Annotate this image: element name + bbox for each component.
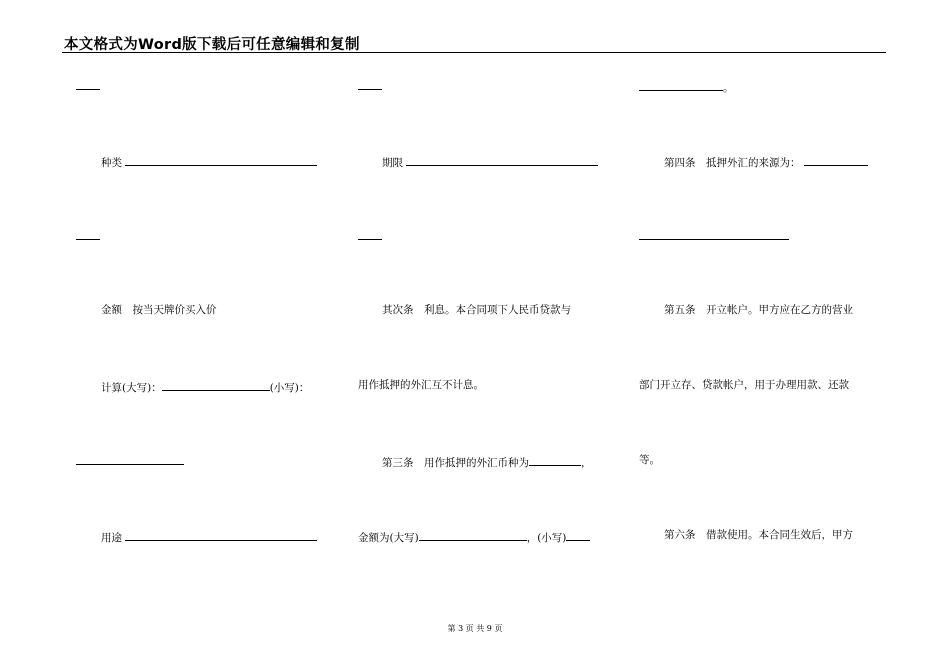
calc-small-label: (小写)：	[269, 382, 310, 394]
source-blank	[804, 154, 868, 166]
usage-blank	[125, 529, 317, 541]
amount-capital-blank	[419, 529, 527, 541]
blank-line	[76, 239, 100, 240]
period: 。	[723, 82, 734, 94]
usage-row	[101, 529, 317, 545]
article-3-comma: ，	[581, 457, 592, 469]
article-2-line-1: 其次条 利息。本合同项下人民币贷款与	[382, 304, 571, 316]
currency-blank	[529, 454, 581, 466]
kind-blank	[125, 154, 317, 166]
article-5-line-2: 部门开立存、贷款帐户，用于办理用款、还款	[639, 379, 849, 391]
article-5-line-1: 第五条 开立帐户。甲方应在乙方的营业	[664, 304, 853, 316]
article-4-text: 第四条 抵押外汇的来源为：	[664, 157, 801, 169]
amount-small-blank	[566, 529, 590, 541]
header-divider	[62, 52, 886, 53]
calc-capital-blank	[162, 379, 270, 391]
blank-row	[639, 79, 734, 95]
blank-line	[76, 89, 100, 90]
calc-capital-label: 计算(大写)：	[101, 382, 162, 394]
article-4-row	[664, 154, 868, 170]
blank-line	[358, 89, 382, 90]
usage-label: 用途	[101, 532, 122, 544]
amount-small-label: ，(小写)	[526, 532, 567, 544]
kind-row	[101, 154, 317, 170]
article-5-line-3: 等。	[639, 454, 660, 466]
blank-line	[639, 239, 789, 240]
article-6-line-1: 第六条 借款使用。本合同生效后，甲方	[664, 529, 853, 541]
blank-line	[358, 239, 382, 240]
kind-label: 种类	[101, 157, 122, 169]
amount-row	[358, 529, 590, 545]
blank-line	[76, 464, 184, 465]
amount-line: 金额 按当天牌价买入价	[101, 304, 217, 316]
article-3-row	[382, 454, 592, 470]
blank-line	[639, 79, 723, 91]
term-label: 期限	[382, 157, 403, 169]
article-3-text: 第三条 用作抵押的外汇币种为	[382, 457, 529, 469]
term-row	[382, 154, 598, 170]
amount-capital-label: 金额为(大写)	[358, 532, 419, 544]
page-number: 第 3 页 共 9 页	[447, 624, 503, 633]
calc-row	[101, 379, 309, 395]
term-blank	[406, 154, 598, 166]
article-2-line-2: 用作抵押的外汇互不计息。	[358, 379, 484, 391]
document-header-title: 本文格式为Word版下载后可任意编辑和复制	[64, 37, 360, 53]
